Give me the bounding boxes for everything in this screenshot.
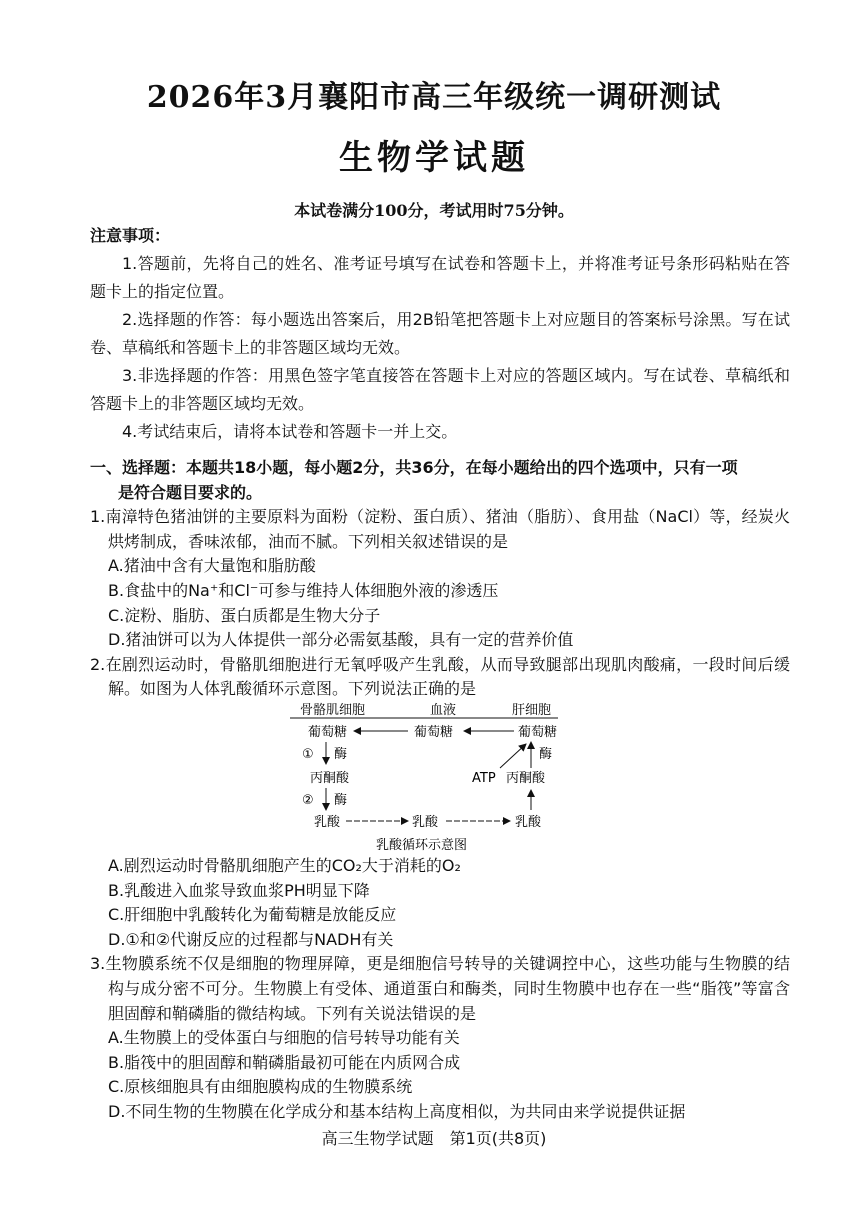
section-line: 是符合题目要求的。 xyxy=(118,482,263,502)
option-a: A.剧烈运动时骨骼肌细胞产生的CO₂大于消耗的O₂ xyxy=(108,855,461,875)
note-item: 2.选择题的作答：每小题选出答案后，用2B铅笔把答题卡上对应题目的答案标号涂黑。写在试卷、草稿纸和答题卡上的非答题区域均无效。 xyxy=(90,310,790,357)
node-pyruvate-liver: 丙酮酸 xyxy=(506,770,546,786)
page-footer: 高三生物学试题 第1页(共8页) xyxy=(321,1129,547,1148)
option-c: C.原核细胞具有由细胞膜构成的生物膜系统 xyxy=(108,1077,413,1097)
note-item: 1.答题前，先将自己的姓名、准考证号填写在试卷和答题卡上，并将准考证号条形码粘贴在答题卡上的指定位置。 xyxy=(90,254,790,301)
note-item: 3.非选择题的作答：用黑色签字笔直接答在答题卡上对应的答题区域内。写在试卷、草稿纸和答题卡上的非答题区域均无效。 xyxy=(90,366,790,413)
diagram-caption: 乳酸循环示意图 xyxy=(376,837,468,853)
exam-title: 2026年3月襄阳市高三年级统一调研测试 xyxy=(146,80,722,115)
enzyme-label: 酶 xyxy=(334,792,348,808)
atp-label: ATP xyxy=(472,770,496,786)
question-3 xyxy=(90,952,790,1124)
node-glucose-muscle: 葡萄糖 xyxy=(308,724,348,740)
section-heading xyxy=(90,456,790,505)
question-stem: 2.在剧烈运动时，骨骼肌细胞进行无氧呼吸产生乳酸，从而导致腿部出现肌肉酸痛，一段时间后缓解。如图为人体乳酸循环示意图。下列说法正确的是 xyxy=(90,654,790,699)
questions-body xyxy=(90,456,790,1124)
label-blood: 血液 xyxy=(430,702,457,718)
section-line: 一、选择题：本题共18小题，每小题2分，共36分，在每小题给出的四个选项中，只有一项 xyxy=(90,458,738,477)
question-1 xyxy=(90,505,790,653)
label-skeletal-muscle: 骨骼肌细胞 xyxy=(300,702,366,718)
subject-title: 生物学试题 xyxy=(339,138,529,178)
note-item: 4.考试结束后，请将本试卷和答题卡一并上交。 xyxy=(122,422,458,441)
question-stem: 3.生物膜系统不仅是细胞的物理屏障，更是细胞信号转导的关键调控中心，这些功能与生物膜的结构与成分密不可分。生物膜上有受体、通道蛋白和酶类，同时生物膜中也存在一些“脂筏”等富含胆固醇和鞘磷脂的微结构域。下列有关说法错误的是 xyxy=(90,954,790,1023)
label-liver: 肝细胞 xyxy=(512,702,552,718)
enzyme-label: 酶 xyxy=(539,746,553,762)
node-lactate-muscle: 乳酸 xyxy=(314,814,341,830)
question-2 xyxy=(90,653,790,953)
enzyme-label: 酶 xyxy=(334,746,348,762)
option-a: A.猪油中含有大量饱和脂肪酸 xyxy=(108,556,316,576)
option-c: C.淀粉、脂肪、蛋白质都是生物大分子 xyxy=(108,605,381,625)
option-d: D.①和②代谢反应的过程都与NADH有关 xyxy=(108,929,394,949)
option-b: B.食盐中的Na⁺和Cl⁻可参与维持人体细胞外液的渗透压 xyxy=(108,580,499,600)
node-lactate-blood: 乳酸 xyxy=(412,814,439,830)
option-b: B.乳酸进入血浆导致血浆PH明显下降 xyxy=(108,880,370,900)
notes-block xyxy=(90,222,790,446)
option-d: D.不同生物的生物膜在化学成分和基本结构上高度相似，为共同由来学说提供证据 xyxy=(108,1101,686,1121)
lactate-cycle-diagram xyxy=(90,702,790,854)
node-glucose-blood: 葡萄糖 xyxy=(414,724,454,740)
node-pyruvate-muscle: 丙酮酸 xyxy=(310,770,350,786)
arrow-atp-input xyxy=(500,744,526,768)
notes-heading: 注意事项： xyxy=(90,226,171,245)
option-d: D.猪油饼可以为人体提供一部分必需氨基酸，具有一定的营养价值 xyxy=(108,630,574,650)
exam-meta: 本试卷满分100分，考试用时75分钟。 xyxy=(294,201,574,220)
option-a: A.生物膜上的受体蛋白与细胞的信号转导功能有关 xyxy=(108,1028,460,1048)
option-c: C.肝细胞中乳酸转化为葡萄糖是放能反应 xyxy=(108,905,397,925)
question-stem: 1.南漳特色猪油饼的主要原料为面粉（淀粉、蛋白质）、猪油（脂肪）、食用盐（NaCl）等，经炭火烘烤制成，香味浓郁，油而不腻。下列相关叙述错误的是 xyxy=(90,507,790,551)
step-2-marker: ② xyxy=(302,792,314,808)
node-lactate-liver: 乳酸 xyxy=(515,814,542,830)
step-1-marker: ① xyxy=(302,746,314,762)
node-glucose-liver: 葡萄糖 xyxy=(518,724,558,740)
option-b: B.脂筏中的胆固醇和鞘磷脂最初可能在内质网合成 xyxy=(108,1052,461,1072)
